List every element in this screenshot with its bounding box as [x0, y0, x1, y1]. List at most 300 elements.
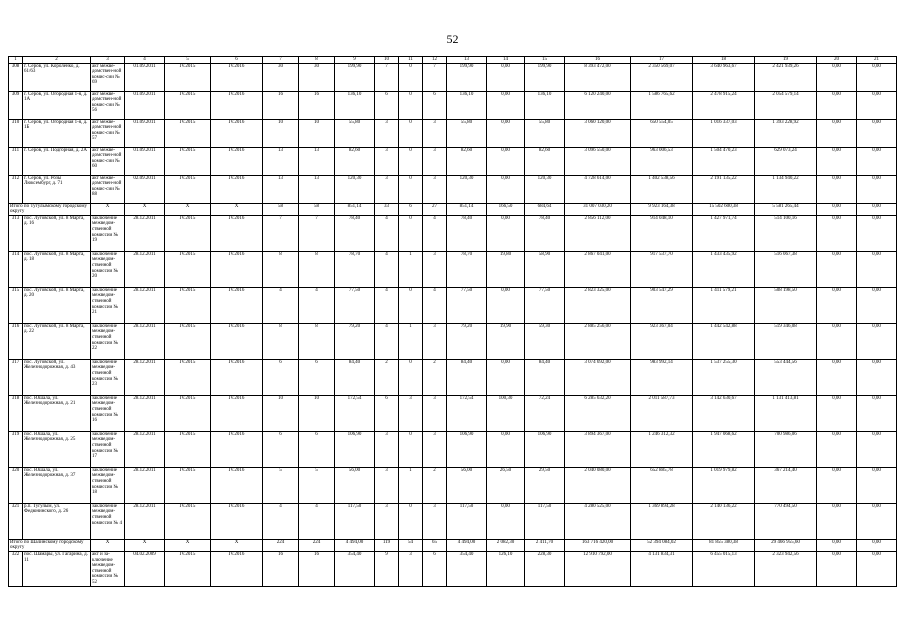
- table-cell: 117,50: [447, 503, 487, 539]
- table-cell: 3 142 630,67: [693, 395, 755, 431]
- column-number: 10: [375, 57, 399, 64]
- table-cell: 2 191 135,22: [693, 175, 755, 203]
- table-row: [9, 551, 897, 586]
- table-cell: 4 280 525,00: [565, 503, 631, 539]
- table-cell: 56,00: [447, 467, 487, 503]
- table-cell: 2 082,30: [487, 539, 525, 551]
- table-cell: 0,00: [487, 91, 525, 119]
- table-cell: 1: [399, 467, 423, 503]
- table-cell: IV.2016: [211, 147, 263, 175]
- table-cell: пос. Луговской, ул. 8 Марта, д. 22: [23, 323, 91, 359]
- table-cell: 6: [299, 431, 335, 467]
- table-cell: 2 823 325,00: [565, 287, 631, 323]
- table-cell: 6: [423, 91, 447, 119]
- column-number: 11: [399, 57, 423, 64]
- table-cell: 6: [263, 431, 299, 467]
- table-cell: 4: [375, 323, 399, 359]
- table-cell: г. Серов, ул. Подгорная, д. 2А: [23, 147, 91, 175]
- table-cell: X: [165, 539, 211, 551]
- table-row: [9, 63, 897, 91]
- table-cell: 6 455 015,13: [693, 551, 755, 586]
- table-cell: 0: [399, 147, 423, 175]
- table-cell: 3: [423, 251, 447, 287]
- table-cell: 2 867 041,00: [565, 251, 631, 287]
- table-cell: 77,50: [447, 287, 487, 323]
- table-cell: 7: [299, 215, 335, 251]
- table-cell: 914 048,10: [631, 215, 693, 251]
- table-row: [9, 467, 897, 503]
- table-cell: 0,00: [857, 539, 897, 551]
- table-cell: г. Серов, ул. Розы Люксембург, д. 71: [23, 175, 91, 203]
- table-cell: 78,40: [335, 215, 375, 251]
- table-row: [9, 175, 897, 203]
- table-cell: 3 074 692,00: [565, 359, 631, 395]
- table-cell: 0: [399, 119, 423, 147]
- table-cell: 0,00: [857, 251, 897, 287]
- table-cell: 4: [299, 287, 335, 323]
- table-cell: пос. Шамары, ул. Гагарина, д. 11: [23, 551, 91, 586]
- column-number: 1: [9, 57, 23, 64]
- table-cell: 59,30: [525, 323, 565, 359]
- table-row: [9, 395, 897, 431]
- table-cell: 650 554,05: [631, 119, 693, 147]
- table-cell: 1 393 228,92: [755, 119, 817, 147]
- table-cell: 0,00: [857, 203, 897, 215]
- table-cell: 119: [375, 539, 399, 551]
- table-cell: 136,10: [335, 91, 375, 119]
- table-cell: 3: [399, 551, 423, 586]
- table-cell: 0,00: [857, 503, 897, 539]
- table-cell: заключение межведом-ственной комиссии № 4: [91, 503, 125, 539]
- column-number: 5: [165, 57, 211, 64]
- table-cell: 4 131 834,31: [631, 551, 693, 586]
- table-cell: 0,00: [817, 395, 857, 431]
- table-cell: 4: [375, 287, 399, 323]
- table-cell: 58,90: [525, 251, 565, 287]
- table-cell: 0: [399, 503, 423, 539]
- column-number: 17: [631, 57, 693, 64]
- table-cell: IV.2016: [211, 215, 263, 251]
- column-number: 9: [335, 57, 375, 64]
- table-cell: 0,00: [487, 503, 525, 539]
- table-cell: 6: [399, 203, 423, 215]
- table-cell: 28.12.2011: [125, 287, 165, 323]
- table-cell: 2 040 080,00: [565, 467, 631, 503]
- table-cell: 2 411,70: [525, 539, 565, 551]
- table-cell: 8 393 472,00: [565, 63, 631, 91]
- column-number: 18: [693, 57, 755, 64]
- table-cell: 29,50: [525, 467, 565, 503]
- table-cell: 10: [299, 119, 335, 147]
- table-cell: 5: [263, 467, 299, 503]
- table-cell: IV.2015: [165, 119, 211, 147]
- column-number: 16: [565, 57, 631, 64]
- table-cell: 8: [263, 251, 299, 287]
- column-number: 19: [755, 57, 817, 64]
- column-number: 3: [91, 57, 125, 64]
- table-cell: 8: [299, 323, 335, 359]
- column-number: 4: [125, 57, 165, 64]
- table-cell: 52 394 084,02: [631, 539, 693, 551]
- table-cell: 28.12.2011: [125, 395, 165, 431]
- table-cell: 3: [375, 467, 399, 503]
- table-cell: 82,60: [335, 147, 375, 175]
- table-cell: 106,90: [447, 431, 487, 467]
- table-cell: 0,00: [817, 287, 857, 323]
- table-cell: 84,40: [447, 359, 487, 395]
- table-cell: г. Серов, ул. Огородная 1-я, д. 1А: [23, 91, 91, 119]
- table-cell: 1 411 579,21: [693, 287, 755, 323]
- table-cell: 16: [263, 551, 299, 586]
- table-cell: IV.2015: [165, 431, 211, 467]
- subtotal-label: Итого по Тугулымскому городскому округу: [9, 203, 91, 215]
- table-cell: 4: [423, 215, 447, 251]
- table-cell: 79,20: [447, 323, 487, 359]
- table-cell: 0,00: [817, 175, 857, 203]
- table-cell: 314: [9, 251, 23, 287]
- table-cell: 354,40: [447, 551, 487, 586]
- table-cell: IV.2015: [165, 551, 211, 586]
- table-cell: 3: [423, 175, 447, 203]
- table-cell: 4: [423, 287, 447, 323]
- table-cell: 308: [9, 63, 23, 91]
- table-cell: 0,00: [857, 359, 897, 395]
- table-cell: 4 494,00: [335, 539, 375, 551]
- table-cell: 0,00: [857, 147, 897, 175]
- table-cell: 117,50: [525, 503, 565, 539]
- table-cell: 2 140 136,22: [693, 503, 755, 539]
- table-cell: 1 402 538,56: [631, 175, 693, 203]
- table-cell: 4: [263, 287, 299, 323]
- table-cell: 117,50: [335, 503, 375, 539]
- table-cell: 199,90: [447, 63, 487, 91]
- table-cell: IV.2016: [211, 551, 263, 586]
- table-cell: 224: [263, 539, 299, 551]
- table-cell: 0,00: [857, 431, 897, 467]
- table-cell: IV.2015: [165, 91, 211, 119]
- table-cell: IV.2016: [211, 359, 263, 395]
- table-cell: 3: [399, 395, 423, 431]
- table-cell: 2 421 939,26: [755, 63, 817, 91]
- table-cell: IV.2016: [211, 175, 263, 203]
- table-cell: г. Серов, ул. Короленко, д. 61/63: [23, 63, 91, 91]
- table-cell: 0,00: [487, 431, 525, 467]
- table-cell: 1 504 470,23: [693, 147, 755, 175]
- table-cell: 3: [423, 119, 447, 147]
- table-cell: 13: [263, 175, 299, 203]
- table-cell: 55,80: [447, 119, 487, 147]
- table-cell: 28.12.2011: [125, 215, 165, 251]
- table-cell: 72,24: [525, 395, 565, 431]
- table-cell: заключение межведом-ственной комиссии № 22: [91, 323, 125, 359]
- table-cell: 321: [9, 503, 23, 539]
- table-cell: 3 640 963,67: [693, 63, 755, 91]
- table-cell: 163 716 420,00: [565, 539, 631, 551]
- table-cell: 0,00: [817, 203, 857, 215]
- table-cell: 0,00: [857, 287, 897, 323]
- table-cell: 01.09.2011: [125, 147, 165, 175]
- table-cell: 6: [263, 359, 299, 395]
- table-cell: 7: [375, 63, 399, 91]
- column-number: 20: [817, 57, 857, 64]
- table-cell: 5 581 265,44: [755, 203, 817, 215]
- table-cell: 367 214,40: [755, 467, 817, 503]
- table-cell: 79,20: [335, 323, 375, 359]
- table-cell: 13: [299, 147, 335, 175]
- table-cell: 65: [423, 539, 447, 551]
- table-cell: IV.2015: [165, 359, 211, 395]
- table-cell: 0: [399, 175, 423, 203]
- table-cell: 3: [423, 323, 447, 359]
- table-cell: 13: [299, 175, 335, 203]
- table-cell: 6 120 240,00: [565, 91, 631, 119]
- table-cell: 903 547,29: [631, 287, 693, 323]
- table-row: [9, 91, 897, 119]
- table-cell: пос. Луговской, ул. 8 Марта, д. 16: [23, 215, 91, 251]
- table-cell: 3: [423, 503, 447, 539]
- table-cell: 310: [9, 119, 23, 147]
- table-cell: IV.2015: [165, 395, 211, 431]
- table-cell: X: [211, 539, 263, 551]
- table-cell: 01.09.2011: [125, 119, 165, 147]
- table-cell: 31 007 030,20: [565, 203, 631, 215]
- table-cell: IV.2016: [211, 91, 263, 119]
- table-cell: акт межве-домствен-ной комис-сии № 56: [91, 91, 125, 119]
- table-cell: 317: [9, 359, 23, 395]
- table-cell: 5: [299, 467, 335, 503]
- table-cell: 3: [375, 431, 399, 467]
- table-cell: IV.2016: [211, 503, 263, 539]
- table-cell: 78,70: [335, 251, 375, 287]
- table-cell: 0: [399, 359, 423, 395]
- table-cell: 0,00: [857, 119, 897, 147]
- table-cell: 19,90: [487, 323, 525, 359]
- table-cell: 28.12.2011: [125, 359, 165, 395]
- table-cell: 0,00: [817, 147, 857, 175]
- table-cell: 16: [263, 91, 299, 119]
- table-cell: 0,00: [817, 539, 857, 551]
- table-cell: 9: [375, 551, 399, 586]
- table-cell: 55,80: [335, 119, 375, 147]
- table-cell: IV.2015: [165, 503, 211, 539]
- column-number: 7: [263, 57, 299, 64]
- table-cell: 508 198,50: [755, 287, 817, 323]
- table-cell: 3 894 367,00: [565, 431, 631, 467]
- table-cell: 106,90: [335, 431, 375, 467]
- table-cell: 3 060 120,00: [565, 119, 631, 147]
- table-cell: 78,70: [447, 251, 487, 287]
- table-cell: 84,40: [335, 359, 375, 395]
- table-cell: 6: [375, 395, 399, 431]
- table-cell: 315: [9, 287, 23, 323]
- table-cell: 19,80: [487, 251, 525, 287]
- table-cell: 28.12.2011: [125, 503, 165, 539]
- table-cell: пос. Юшала, ул. Железнодорожная, д. 37: [23, 467, 91, 503]
- table-cell: 84,40: [525, 359, 565, 395]
- table-cell: 120,30: [447, 175, 487, 203]
- table-cell: 851,14: [335, 203, 375, 215]
- table-cell: 10: [263, 119, 299, 147]
- table-cell: 8: [263, 323, 299, 359]
- table-cell: 7: [263, 215, 299, 251]
- table-cell: 6: [375, 91, 399, 119]
- table-cell: X: [125, 203, 165, 215]
- table-cell: акт межве-домствен-ной комис-сии № 57: [91, 119, 125, 147]
- table-cell: 0,00: [857, 175, 897, 203]
- table-cell: 9 923 164,38: [631, 203, 693, 215]
- table-cell: 7: [423, 63, 447, 91]
- table-cell: 6 285 632,20: [565, 395, 631, 431]
- table-cell: 81 855 380,38: [693, 539, 755, 551]
- table-cell: 13: [263, 147, 299, 175]
- table-cell: 3: [423, 147, 447, 175]
- table-cell: IV.2016: [211, 119, 263, 147]
- table-cell: 1 586 765,62: [631, 91, 693, 119]
- table-cell: 1 537 255,30: [693, 359, 755, 395]
- table-cell: 1 019 979,82: [693, 467, 755, 503]
- table-cell: 0,00: [817, 215, 857, 251]
- column-number: 21: [857, 57, 897, 64]
- housing-register-table: [8, 56, 897, 587]
- column-number: 14: [487, 57, 525, 64]
- table-cell: 514 100,16: [755, 215, 817, 251]
- table-cell: 100,30: [487, 395, 525, 431]
- table-cell: 0,00: [817, 63, 857, 91]
- table-cell: 983 992,14: [631, 359, 693, 395]
- table-cell: 320: [9, 467, 23, 503]
- table-cell: IV.2016: [211, 467, 263, 503]
- table-cell: 2: [423, 359, 447, 395]
- table-cell: X: [91, 539, 125, 551]
- table-cell: 4 494,00: [447, 539, 487, 551]
- table-cell: 0,00: [487, 359, 525, 395]
- table-cell: 10: [263, 395, 299, 431]
- table-cell: 16: [299, 551, 335, 586]
- table-cell: 224: [299, 539, 335, 551]
- table-cell: 172,54: [447, 395, 487, 431]
- table-cell: г. Серов, ул. Огородная 1-я, д. 1Б: [23, 119, 91, 147]
- table-cell: 0,00: [817, 323, 857, 359]
- table-cell: 312: [9, 175, 23, 203]
- table-cell: пос. Луговской, ул. 8 Марта, д. 18: [23, 251, 91, 287]
- table-row: [9, 431, 897, 467]
- table-cell: 553 444,56: [755, 359, 817, 395]
- table-cell: 0: [399, 63, 423, 91]
- table-cell: заключение межведом-ственной комиссии № 23: [91, 359, 125, 395]
- table-cell: IV.2016: [211, 395, 263, 431]
- table-cell: 28.12.2011: [125, 467, 165, 503]
- table-cell: 58: [263, 203, 299, 215]
- table-cell: 0,00: [857, 63, 897, 91]
- table-cell: 28.12.2011: [125, 323, 165, 359]
- table-cell: 0,00: [487, 119, 525, 147]
- table-cell: 1 131 413,81: [755, 395, 817, 431]
- table-cell: 228,30: [525, 551, 565, 586]
- table-cell: 172,54: [335, 395, 375, 431]
- page-number: 52: [446, 32, 459, 46]
- table-row: [9, 323, 897, 359]
- table-row: [9, 147, 897, 175]
- table-cell: 354,40: [335, 551, 375, 586]
- table-cell: заключение межведом-ственной комиссии № 19: [91, 215, 125, 251]
- table-cell: 1 442 542,88: [693, 323, 755, 359]
- table-cell: IV.2015: [165, 251, 211, 287]
- table-cell: 963 006,53: [631, 147, 693, 175]
- table-cell: 3: [375, 147, 399, 175]
- table-cell: 629 073,24: [755, 147, 817, 175]
- table-cell: 26,50: [487, 467, 525, 503]
- subtotal-row: [9, 539, 897, 551]
- table-cell: 4: [375, 215, 399, 251]
- table-cell: 0,00: [487, 287, 525, 323]
- table-cell: 1 427 971,74: [693, 215, 755, 251]
- table-cell: 0,00: [817, 503, 857, 539]
- table-cell: IV.2016: [211, 431, 263, 467]
- table-cell: 3: [375, 175, 399, 203]
- table-cell: 309: [9, 91, 23, 119]
- table-cell: 0,00: [817, 467, 857, 503]
- table-cell: 04.02.2009: [125, 551, 165, 586]
- table-cell: 4: [299, 503, 335, 539]
- table-cell: 3: [423, 431, 447, 467]
- table-cell: 2 856 112,00: [565, 215, 631, 251]
- table-cell: 199,90: [525, 63, 565, 91]
- table-cell: 3: [375, 503, 399, 539]
- table-cell: 0,00: [817, 551, 857, 586]
- table-cell: пос. Юшала, ул. Железнодорожная, д. 21: [23, 395, 91, 431]
- table-cell: X: [211, 203, 263, 215]
- table-cell: пос. Луговской, ул. 8 Марта, д. 20: [23, 287, 91, 323]
- table-cell: 0,00: [487, 63, 525, 91]
- table-row: [9, 251, 897, 287]
- table-cell: 2 478 915,24: [693, 91, 755, 119]
- table-cell: 106,90: [525, 431, 565, 467]
- table-cell: IV.2015: [165, 467, 211, 503]
- column-number-row: [9, 57, 897, 64]
- table-cell: 0,00: [817, 119, 857, 147]
- table-cell: IV.2016: [211, 251, 263, 287]
- table-cell: 15 502 600,38: [693, 203, 755, 215]
- table-cell: 0,00: [857, 215, 897, 251]
- table-cell: 1 134 940,22: [755, 175, 817, 203]
- table-cell: 6: [423, 551, 447, 586]
- table-cell: 2 323 942,56: [755, 551, 817, 586]
- table-cell: заключение межведом-ственной комиссии № 18: [91, 467, 125, 503]
- table-cell: акт межве-домствен-ной комис-сии № 60: [91, 147, 125, 175]
- table-cell: X: [165, 203, 211, 215]
- table-cell: 0,00: [857, 91, 897, 119]
- table-cell: 199,90: [335, 63, 375, 91]
- subtotal-row: [9, 203, 897, 215]
- table-cell: заключение межведом-ственной комиссии № 20: [91, 251, 125, 287]
- table-cell: X: [91, 203, 125, 215]
- table-cell: 12 910 792,00: [565, 551, 631, 586]
- table-cell: 136,10: [525, 91, 565, 119]
- table-cell: р.п. Тугулым, ул. Федюнинского, д. 26: [23, 503, 91, 539]
- table-cell: 0: [399, 287, 423, 323]
- table-cell: 02.09.2011: [125, 175, 165, 203]
- table-row: [9, 503, 897, 539]
- table-cell: X: [125, 539, 165, 551]
- table-cell: IV.2016: [211, 323, 263, 359]
- table-cell: 136,10: [447, 91, 487, 119]
- table-cell: 0,00: [817, 91, 857, 119]
- table-cell: 0: [399, 431, 423, 467]
- table-cell: 56,00: [335, 467, 375, 503]
- table-cell: 0,00: [857, 551, 897, 586]
- table-cell: 0,00: [487, 175, 525, 203]
- table-cell: 2 885 256,00: [565, 323, 631, 359]
